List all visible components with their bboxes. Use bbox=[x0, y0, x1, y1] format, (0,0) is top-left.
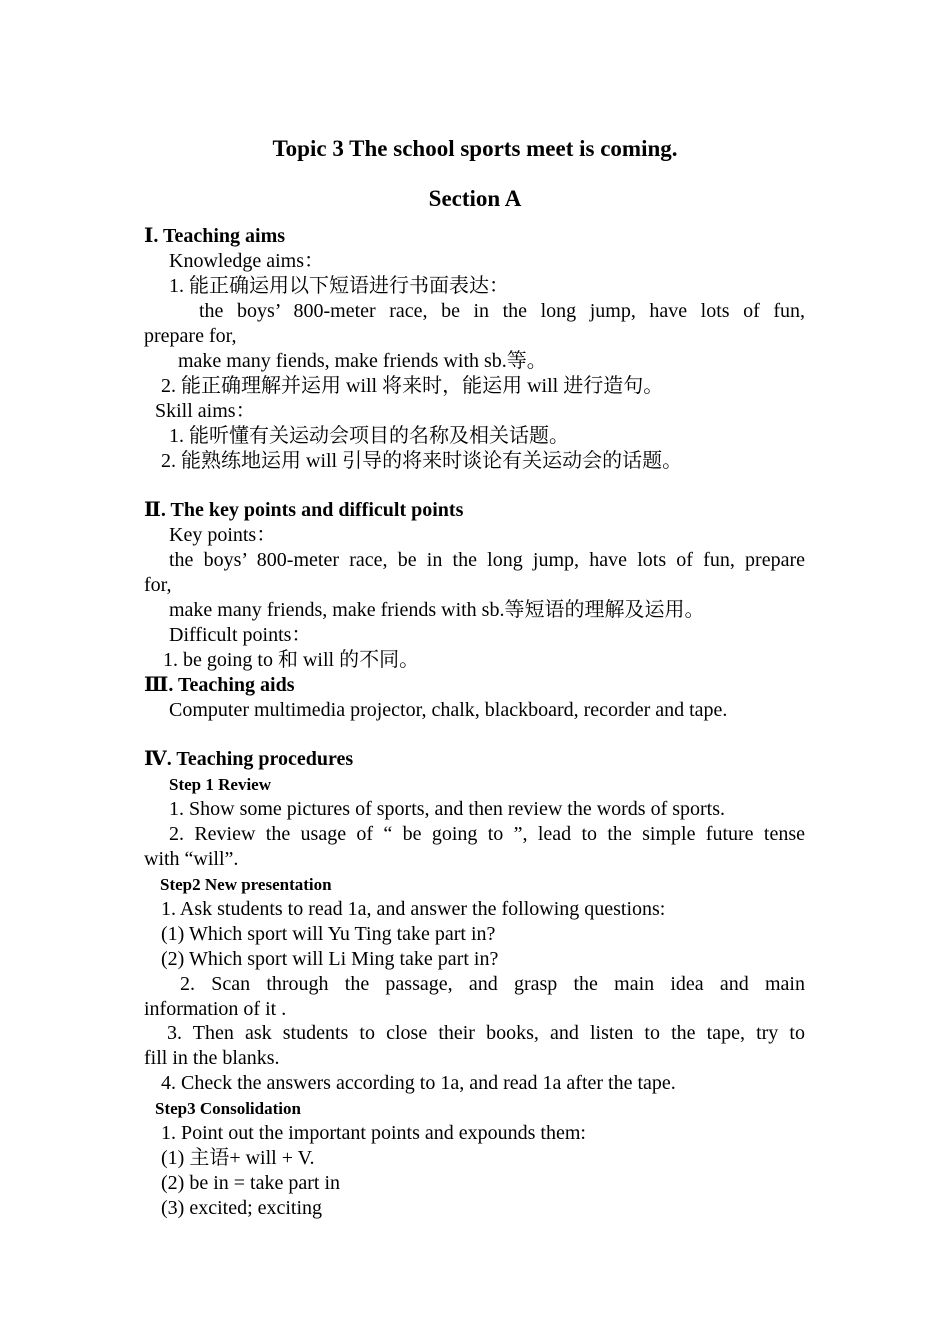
step-2-label: Step2 New presentation bbox=[160, 875, 332, 894]
step-3-item-1: 1. Point out the important points and expounds them: bbox=[161, 1122, 586, 1144]
teaching-aids-text: Computer multimedia projector, chalk, blackboard, recorder and tape. bbox=[169, 699, 728, 721]
knowledge-phrases-line-1: the boys’ 800-meter race, be in the long jump, have lots of fun, bbox=[199, 300, 805, 322]
step-3-point-2: (2) be in = take part in bbox=[161, 1172, 340, 1194]
step-2-item-1: 1. Ask students to read 1a, and answer the following questions: bbox=[161, 898, 666, 920]
skill-aim-1: 1. 能听懂有关运动会项目的名称及相关话题。 bbox=[169, 425, 569, 447]
step-3-label: Step3 Consolidation bbox=[155, 1099, 301, 1118]
knowledge-aims-label: Knowledge aims： bbox=[169, 250, 324, 272]
knowledge-phrases-line-3: make many fiends, make friends with sb.等。 bbox=[178, 350, 547, 372]
key-points-heading: Ⅱ. The key points and difficult points bbox=[144, 499, 464, 521]
teaching-procedures-heading: Ⅳ. Teaching procedures bbox=[144, 748, 354, 770]
step-2-item-3-line-2: fill in the blanks. bbox=[144, 1047, 280, 1069]
key-points-line-3: make many friends, make friends with sb.等短语的理解及运用。 bbox=[169, 599, 705, 621]
section-title: Section A bbox=[428, 186, 522, 211]
teaching-aids-heading: Ⅲ. Teaching aids bbox=[144, 674, 295, 696]
step-2-item-3-line-1: 3. Then ask students to close their books, and listen to the tape, try to bbox=[167, 1022, 805, 1044]
key-points-label: Key points： bbox=[169, 524, 277, 546]
knowledge-phrases-line-2: prepare for, bbox=[144, 325, 237, 347]
key-points-line-1: the boys’ 800-meter race, be in the long jump, have lots of fun, prepare bbox=[169, 549, 805, 571]
step-2-item-4: 4. Check the answers according to 1a, and read 1a after the tape. bbox=[161, 1072, 676, 1094]
teaching-aims-heading: Ⅰ. Teaching aims bbox=[144, 225, 286, 247]
skill-aim-2: 2. 能熟练地运用 will 引导的将来时谈论有关运动会的话题。 bbox=[161, 450, 683, 472]
difficult-point-1: 1. be going to 和 will 的不同。 bbox=[163, 649, 420, 671]
step-2-question-1: (1) Which sport will Yu Ting take part in? bbox=[161, 923, 496, 945]
document-title: Topic 3 The school sports meet is coming. bbox=[272, 136, 678, 161]
step-1-item-1: 1. Show some pictures of sports, and then review the words of sports. bbox=[169, 798, 726, 820]
step-3-point-1: (1) 主语+ will + V. bbox=[161, 1147, 315, 1169]
step-1-item-2-line-2: with “will”. bbox=[144, 848, 239, 870]
step-2-item-2-line-2: information of it . bbox=[144, 998, 287, 1020]
step-1-item-2-line-1: 2. Review the usage of “ be going to ”, lead to the simple future tense bbox=[169, 823, 805, 845]
step-3-point-3: (3) excited; exciting bbox=[161, 1197, 323, 1219]
key-points-line-2: for, bbox=[144, 574, 172, 596]
skill-aims-label: Skill aims： bbox=[155, 400, 256, 422]
knowledge-aim-1: 1. 能正确运用以下短语进行书面表达： bbox=[169, 275, 509, 297]
knowledge-aim-2: 2. 能正确理解并运用 will 将来时，能运用 will 进行造句。 bbox=[161, 375, 664, 397]
step-2-question-2: (2) Which sport will Li Ming take part in? bbox=[161, 948, 499, 970]
difficult-points-label: Difficult points： bbox=[169, 624, 312, 646]
step-1-label: Step 1 Review bbox=[169, 775, 271, 794]
step-2-item-2-line-1: 2. Scan through the passage, and grasp the main idea and main bbox=[180, 973, 805, 995]
